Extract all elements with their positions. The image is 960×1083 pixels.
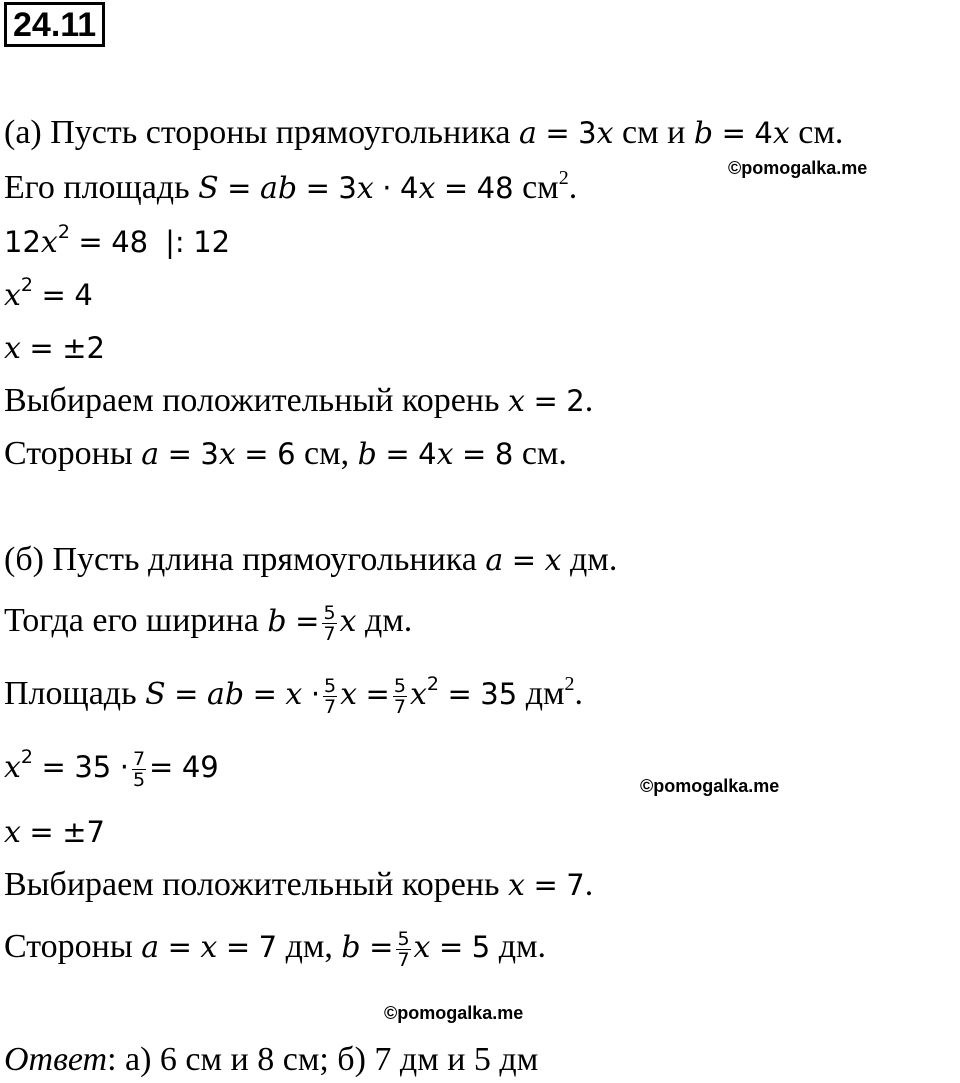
part-b-line-2: Тогда его ширина b = $\frac{5}{7}$ x дм. — [4, 601, 413, 645]
part-a-line-1: (а) Пусть стороны прямоугольника a = 3x см и b = 4x см. — [4, 114, 844, 151]
answer-text: : а) 6 см и 8 см; б) 7 дм и 5 дм — [107, 1041, 539, 1078]
fraction-7-5: $\frac{7}{5}$ — [132, 747, 146, 791]
part-a-line-3: $12x^2 = 48$ |: 12 — [4, 221, 231, 260]
part-a-line-6: Выбираем положительный корень x = 2. — [4, 382, 594, 419]
part-b-line-4: $x^2 = 35$ · $\frac{7}{5}$ = 49 — [4, 746, 219, 791]
part-a-line-4: $x^2 = 4$ — [4, 274, 93, 313]
part-b-line-3: Площадь S = ab = x · $\frac{5}{7}$ x = $\frac{5}{7}$ $x^2 = 35$ $дм^2$. — [4, 672, 584, 718]
part-b-line-7: Стороны a = x = 7 дм, b = $\frac{5}{7}$ x = 5 дм. — [4, 927, 547, 971]
part-b-line-6: Выбираем положительный корень x = 7. — [4, 866, 594, 903]
part-b-line-5: x = ±7 — [4, 815, 105, 850]
answer-label: Ответ — [4, 1041, 108, 1078]
watermark-2: ©pomogalka.me — [640, 776, 780, 796]
part-b-line-1: (б) Пусть длина прямоугольника a = x дм. — [4, 541, 618, 578]
watermark-1: ©pomogalka.me — [728, 158, 868, 178]
part-a-line-7: Стороны a = 3x = 6 см, b = 4x = 8 см. — [4, 435, 567, 472]
fraction-5-7: $\frac{5}{7}$ — [324, 674, 337, 718]
fraction-5-7: $\frac{5}{7}$ — [397, 927, 410, 971]
part-a-line-2: Его площадь S = ab = 3x · 4x = 48 $см^2$. — [4, 166, 578, 206]
watermark-3: ©pomogalka.me — [384, 1003, 524, 1023]
fraction-5-7: $\frac{5}{7}$ — [393, 674, 406, 718]
fraction-5-7: $\frac{5}{7}$ — [323, 601, 336, 645]
problem-number: 24.11 — [4, 2, 105, 47]
answer-line — [4, 1040, 538, 1080]
part-a-line-5: x = ±2 — [4, 331, 105, 366]
